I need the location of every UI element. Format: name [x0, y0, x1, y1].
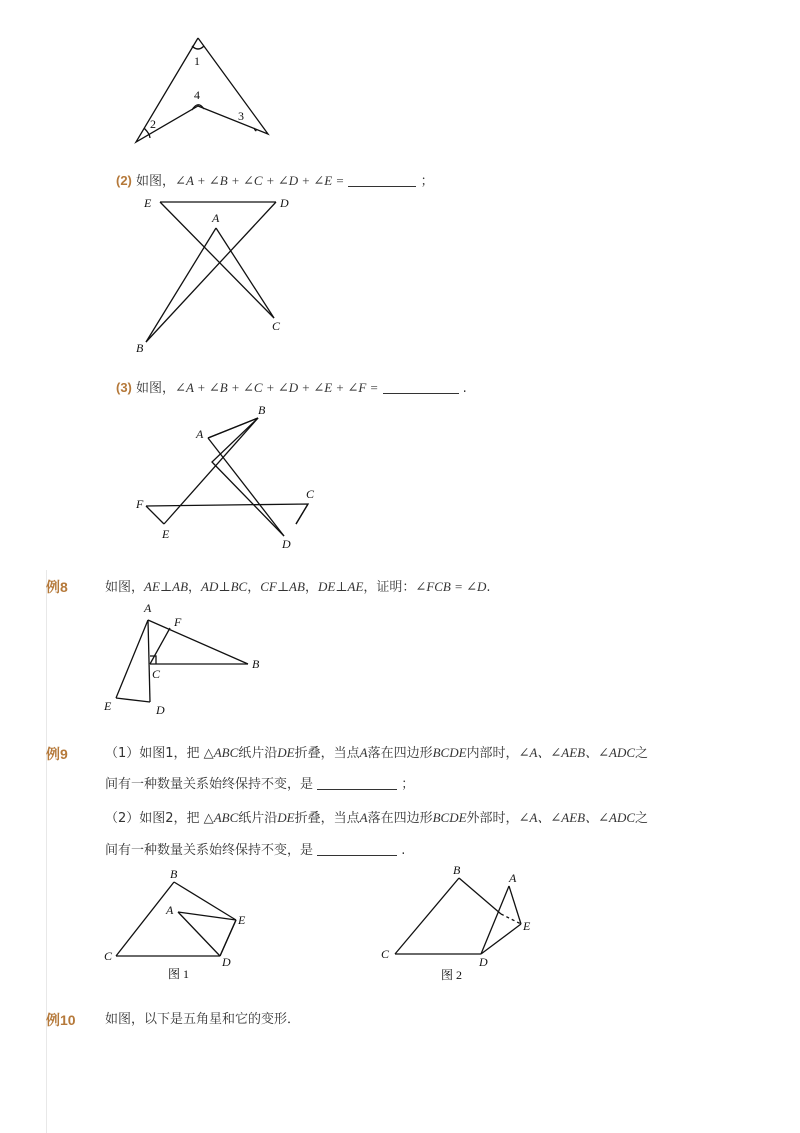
segment-CB	[116, 882, 174, 956]
segment-AE	[509, 886, 521, 924]
point-label-E: E	[104, 699, 112, 713]
text-end: .	[486, 580, 491, 595]
figure-angles-1-4	[120, 30, 290, 150]
condition-2: AD⊥BC	[201, 579, 248, 594]
point-label-C: C	[104, 949, 113, 963]
point-label-D: D	[156, 703, 165, 717]
point-label-F: F	[174, 615, 182, 629]
figure-9-1	[100, 868, 260, 988]
question-prefix: 如图，	[136, 381, 176, 396]
text: 折叠，当点	[294, 746, 360, 761]
example-9-part-1-line-2	[105, 776, 414, 794]
point-label-C: C	[306, 487, 315, 501]
point-label-E: E	[162, 527, 170, 541]
segment-DE-fold	[220, 920, 236, 956]
point-label-E: E	[238, 913, 246, 927]
angle-sum-expression: ∠A + ∠B + ∠C + ∠D + ∠E + ∠F =	[175, 380, 379, 395]
text-prefix: 如图，	[105, 580, 145, 595]
condition-3: CF⊥AB	[260, 579, 305, 594]
text: 纸片沿	[238, 811, 278, 826]
point-label-D: D	[282, 537, 291, 551]
condition-1: AE⊥AB	[144, 579, 189, 594]
example-9-part-2-line-2	[105, 842, 405, 860]
point-name: A	[359, 745, 368, 760]
point-label-B: B	[170, 868, 178, 881]
text: 间有一种数量关系始终保持不变，是	[105, 843, 314, 858]
question-suffix: ；	[420, 174, 434, 189]
point-label-A: A	[212, 211, 220, 225]
point-label-B: B	[252, 657, 260, 671]
segment-AB	[208, 418, 258, 438]
text: 间有一种数量关系始终保持不变，是	[105, 777, 314, 792]
point-label-A: A	[509, 871, 517, 885]
point-label-C: C	[272, 319, 281, 333]
point-label-B: B	[453, 863, 461, 877]
segment-CB	[395, 878, 459, 954]
point-label-B: B	[258, 403, 266, 417]
angle-label-3: 3	[238, 109, 244, 123]
text: 纸片沿	[238, 746, 278, 761]
quad-name: BCDE	[432, 810, 467, 825]
point-label-B: B	[136, 341, 144, 355]
text: 外部时，	[466, 811, 519, 826]
answer-blank[interactable]	[317, 843, 397, 856]
triangle-FEC	[146, 504, 308, 524]
example-9-label: 例9	[46, 746, 68, 762]
example-10-text: 如图，以下是五角星和它的变形．	[105, 1012, 301, 1027]
triangle-ABD	[208, 418, 284, 536]
triangle-name: ABC	[213, 745, 239, 760]
segment-AB	[146, 228, 216, 342]
segment-BE	[174, 882, 236, 920]
figure-9-2	[375, 862, 545, 986]
segment-B-E	[164, 418, 258, 524]
example-9-part-1-line-1	[105, 744, 648, 763]
figure-q3	[130, 400, 330, 555]
example-8-text	[105, 578, 491, 597]
separator: ，	[304, 580, 318, 595]
segment-AC	[216, 228, 274, 318]
angle-list: ∠A、∠AEB、∠ADC	[518, 745, 636, 760]
figure-caption: 图 1	[168, 967, 190, 981]
point-name: A	[359, 810, 368, 825]
text: 之	[635, 746, 649, 761]
angle-sum-expression: ∠A + ∠B + ∠C + ∠D + ∠E =	[175, 173, 345, 188]
angle-label-1: 1	[194, 54, 200, 68]
segment-AE	[116, 620, 148, 698]
angle-label-2: 2	[150, 117, 156, 131]
text: 落在四边形	[367, 746, 433, 761]
segment-AD	[148, 620, 150, 702]
segment-AD	[178, 912, 220, 956]
text-end: .	[401, 843, 406, 858]
question-2	[116, 172, 434, 191]
figure-example-8	[100, 598, 270, 723]
text: （2）如图2，把 △	[105, 811, 214, 826]
point-label-C: C	[381, 947, 390, 961]
segment-FE	[146, 506, 164, 524]
segment-B-fold	[459, 878, 501, 914]
condition-4: DE⊥AE	[317, 579, 364, 594]
angle-label-4: 4	[194, 88, 200, 102]
answer-blank[interactable]	[383, 381, 459, 394]
margin-rule	[46, 570, 47, 1133]
point-label-A: A	[166, 903, 174, 917]
point-label-F: F	[136, 497, 144, 511]
point-label-C: C	[152, 667, 161, 681]
text-end: ；	[401, 777, 415, 792]
answer-blank[interactable]	[317, 777, 397, 790]
segment-DB	[146, 202, 276, 342]
segment-AB	[148, 620, 248, 664]
text: 落在四边形	[367, 811, 433, 826]
point-label-E: E	[144, 196, 152, 210]
text: 之	[635, 811, 649, 826]
fold-line: DE	[277, 745, 295, 760]
question-number: (3)	[116, 380, 132, 395]
separator: ，证明：	[363, 580, 416, 595]
angle-list: ∠A、∠AEB、∠ADC	[518, 810, 636, 825]
point-label-D: D	[222, 955, 231, 969]
figure-q2	[130, 192, 300, 357]
segment-EC-side	[296, 504, 308, 524]
question-3	[116, 379, 467, 398]
text: （1）如图1，把 △	[105, 746, 214, 761]
angle-1-arc	[192, 46, 204, 49]
segment-A-D	[208, 438, 284, 536]
example-10-label: 例10	[46, 1012, 76, 1028]
question-prefix: 如图，	[136, 174, 176, 189]
fold-line: DE	[277, 810, 295, 825]
answer-blank[interactable]	[348, 174, 416, 187]
triangle-name: ABC	[213, 810, 239, 825]
text: 内部时，	[466, 746, 519, 761]
example-8-label: 例8	[46, 579, 68, 595]
point-label-D: D	[280, 196, 289, 210]
point-label-E: E	[523, 919, 531, 933]
point-label-D: D	[479, 955, 488, 969]
point-label-A: A	[196, 427, 204, 441]
example-9-part-2-line-1	[105, 809, 648, 828]
figure-caption: 图 2	[441, 968, 463, 982]
quad-name: BCDE	[432, 745, 467, 760]
segment-CF	[150, 628, 170, 664]
point-label-A: A	[144, 601, 152, 615]
question-number: (2)	[116, 173, 132, 188]
text: 折叠，当点	[294, 811, 360, 826]
separator: ，	[188, 580, 202, 595]
question-suffix: .	[462, 381, 467, 396]
separator: ，	[247, 580, 261, 595]
segment-ED	[116, 698, 150, 702]
segment-AE	[178, 912, 236, 920]
proof-goal: ∠FCB = ∠D	[415, 579, 487, 594]
